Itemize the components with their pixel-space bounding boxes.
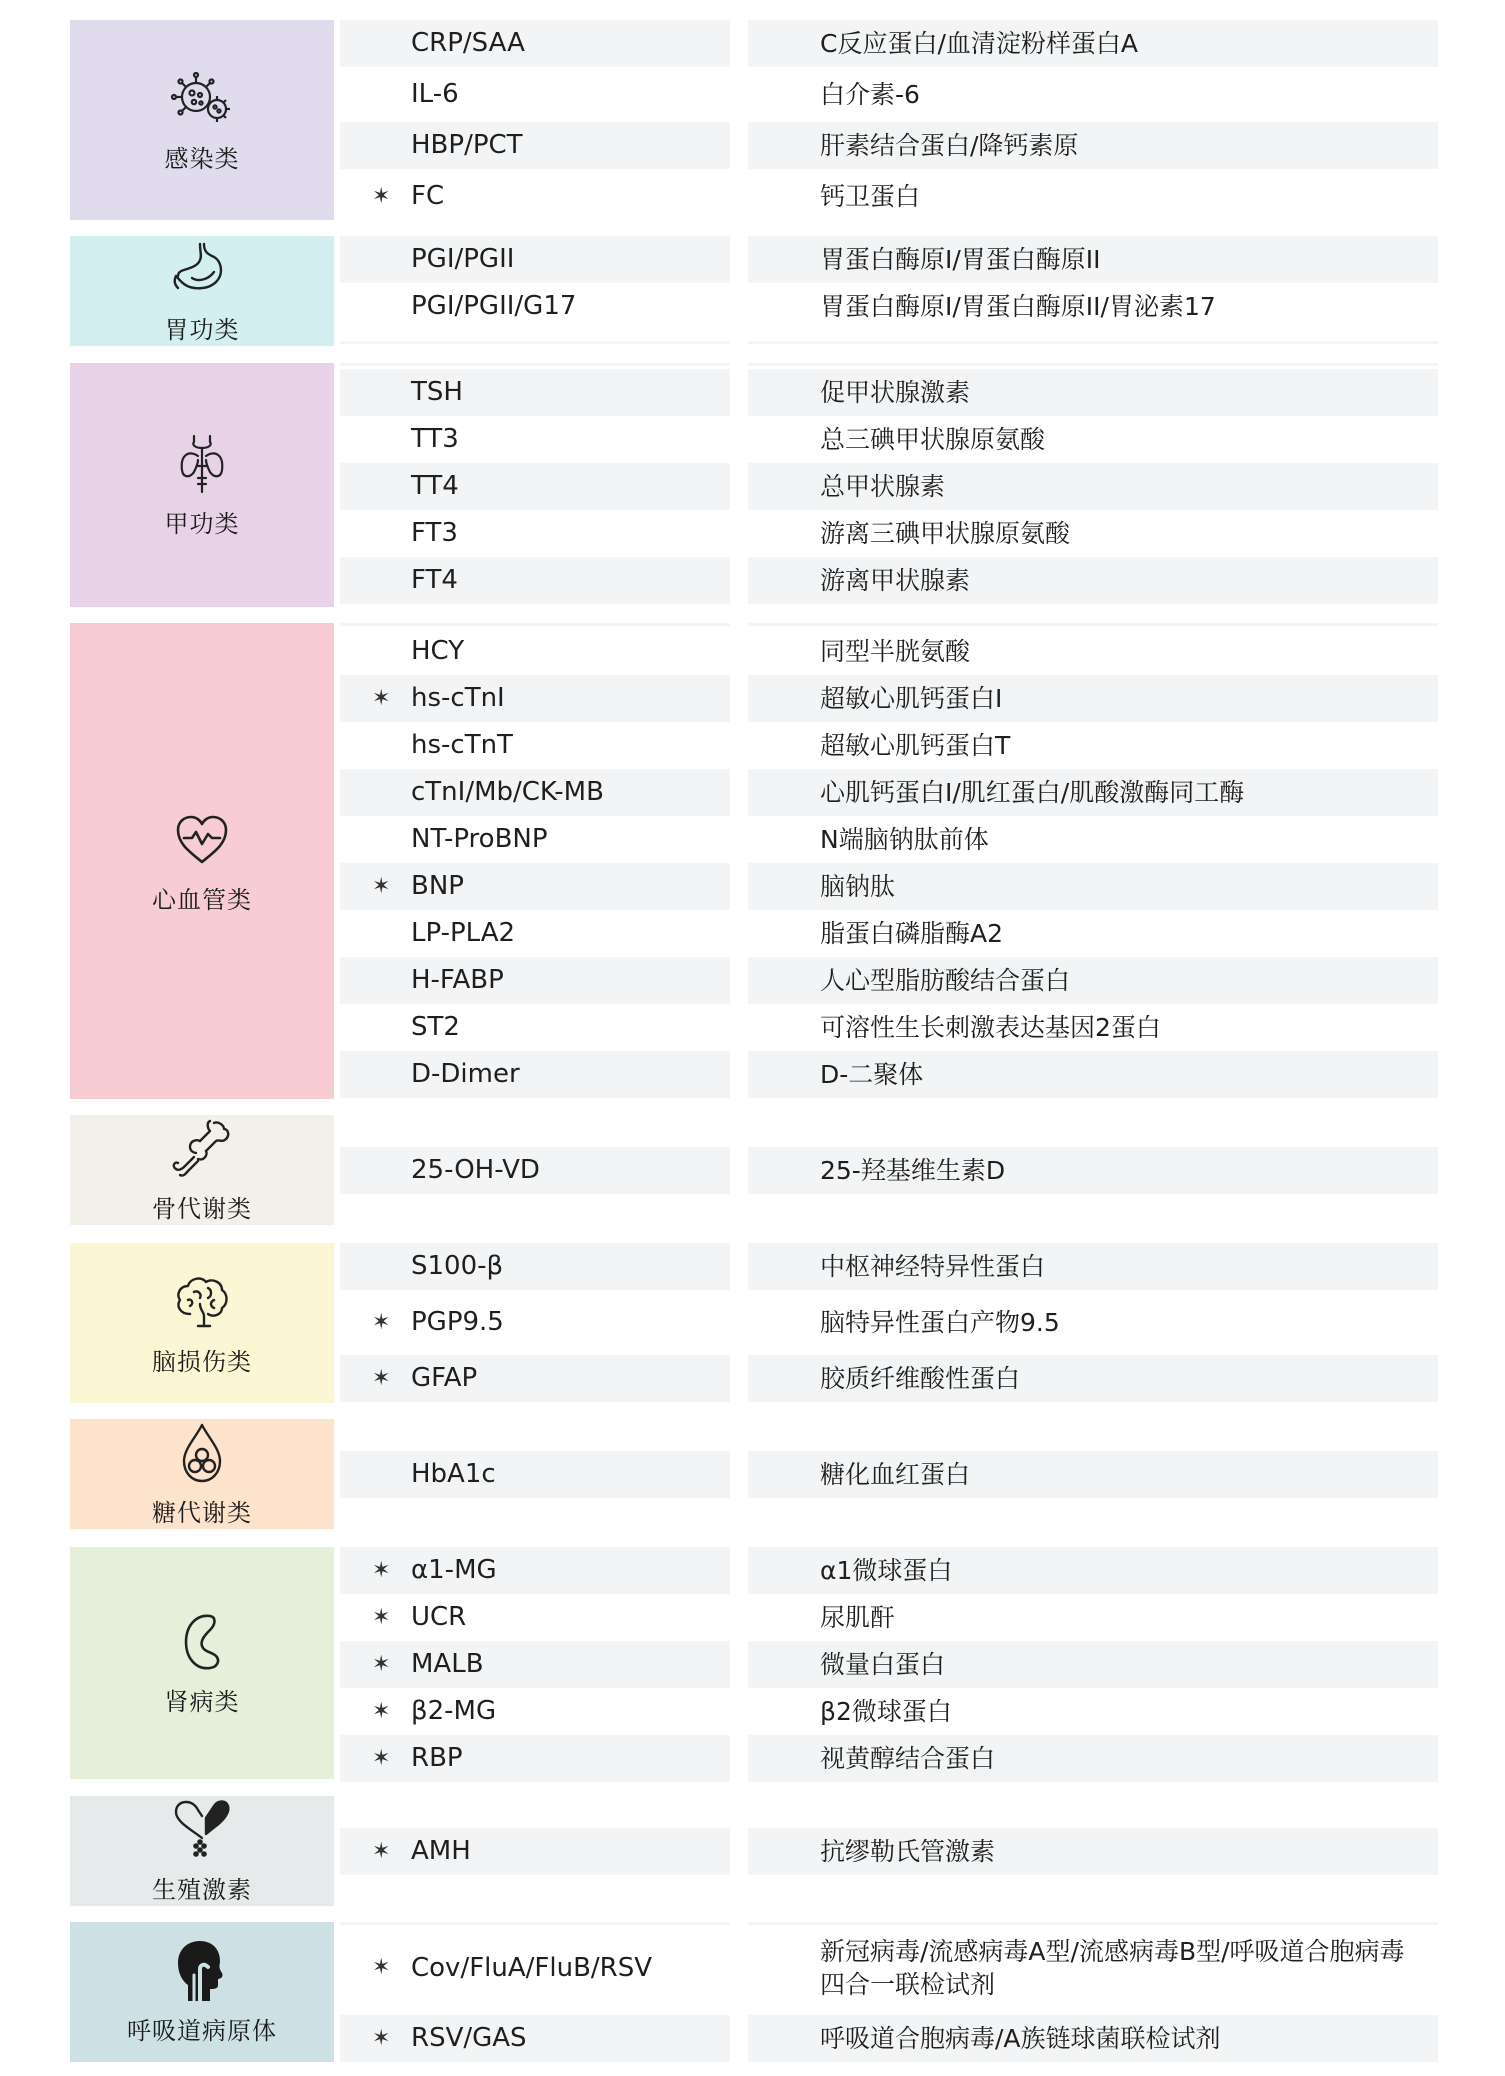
table-row: [0, 816, 1505, 863]
table-row: [0, 416, 1505, 463]
code-cell: [340, 1641, 730, 1688]
group-thyroid: [0, 363, 1505, 607]
test-code: CRP/SAA: [411, 28, 525, 58]
test-code: TSH: [411, 377, 463, 407]
test-name: N端脑钠肽前体: [820, 825, 989, 854]
code-cell: [340, 675, 730, 722]
star-marker: ✶: [372, 2026, 391, 2051]
row-divider: [748, 363, 1438, 366]
star-marker: ✶: [372, 1699, 391, 1724]
test-name: 钙卫蛋白: [820, 182, 921, 211]
test-name: 超敏心肌钙蛋白T: [820, 731, 1011, 760]
test-code: HCY: [411, 636, 465, 666]
table-row: [0, 722, 1505, 769]
test-name: 肝素结合蛋白/降钙素原: [820, 131, 1079, 160]
code-cell: [340, 1355, 730, 1402]
table-row: [0, 1930, 1505, 2006]
test-name: 糖化血红蛋白: [820, 1460, 971, 1489]
category-label: 呼吸道病原体: [127, 2016, 277, 2045]
row-divider: [340, 1922, 730, 1925]
table-row: [0, 1735, 1505, 1782]
table-row: [0, 1004, 1505, 1051]
table-row: [0, 1299, 1505, 1346]
test-code: TT3: [411, 424, 459, 454]
test-code: 25-OH-VD: [411, 1155, 540, 1185]
code-cell: [340, 463, 730, 510]
code-cell: [340, 1547, 730, 1594]
table-row: [0, 1051, 1505, 1098]
category-label: 甲功类: [164, 509, 240, 538]
row-divider: [340, 341, 730, 344]
test-name: 超敏心肌钙蛋白I: [820, 684, 1003, 713]
test-name: 脑特异性蛋白产物9.5: [820, 1308, 1060, 1337]
test-code: FT4: [411, 565, 458, 595]
table-row: [0, 1641, 1505, 1688]
test-name: 尿肌酐: [820, 1603, 896, 1632]
test-name: 总三碘甲状腺原氨酸: [820, 425, 1046, 454]
test-name: 中枢神经特异性蛋白: [820, 1252, 1046, 1281]
test-name: 视黄醇结合蛋白: [820, 1744, 996, 1773]
star-marker: ✶: [372, 1366, 391, 1391]
test-code: hs-cTnT: [411, 730, 513, 760]
test-code: H-FABP: [411, 965, 504, 995]
test-code: MALB: [411, 1649, 484, 1679]
group-infection: [0, 20, 1505, 220]
test-code: PGI/PGII/G17: [411, 291, 577, 321]
test-code: AMH: [411, 1836, 471, 1866]
test-name: α1微球蛋白: [820, 1556, 953, 1585]
test-name: 游离甲状腺素: [820, 566, 971, 595]
test-name: C反应蛋白/血清淀粉样蛋白A: [820, 29, 1138, 58]
test-code: RBP: [411, 1743, 463, 1773]
test-name: 游离三碘甲状腺原氨酸: [820, 519, 1071, 548]
test-code: ST2: [411, 1012, 460, 1042]
test-code: NT-ProBNP: [411, 824, 548, 854]
group-bone: [0, 1115, 1505, 1225]
star-marker: ✶: [372, 1955, 391, 1980]
table-row: [0, 910, 1505, 957]
test-code: FT3: [411, 518, 458, 548]
row-divider: [748, 1922, 1438, 1925]
row-divider: [748, 623, 1438, 626]
code-cell: [340, 557, 730, 604]
category-label: 心血管类: [152, 885, 252, 914]
test-name: D-二聚体: [820, 1060, 924, 1089]
star-marker: ✶: [372, 874, 391, 899]
table-row: [0, 1147, 1505, 1194]
row-divider: [748, 341, 1438, 344]
table-row: [0, 122, 1505, 169]
code-cell: [340, 122, 730, 169]
test-name: 白介素-6: [820, 80, 920, 109]
test-name: 新冠病毒/流感病毒A型/流感病毒B型/呼吸道合胞病毒四合一联检试剂: [820, 1937, 1405, 1999]
table-row: [0, 463, 1505, 510]
test-code: FC: [411, 181, 445, 211]
table-row: [0, 863, 1505, 910]
code-cell: [340, 863, 730, 910]
test-name: 总甲状腺素: [820, 472, 946, 501]
test-name: 微量白蛋白: [820, 1650, 946, 1679]
table-row: [0, 236, 1505, 283]
test-code: TT4: [411, 471, 459, 501]
category-label: 肾病类: [164, 1687, 240, 1716]
table-row: [0, 283, 1505, 330]
table-row: [0, 1355, 1505, 1402]
test-code: cTnI/Mb/CK-MB: [411, 777, 604, 807]
code-cell: [340, 369, 730, 416]
test-code: RSV/GAS: [411, 2023, 527, 2053]
test-code: GFAP: [411, 1363, 478, 1393]
category-label: 糖代谢类: [152, 1498, 252, 1527]
star-marker: ✶: [372, 184, 391, 209]
group-cardio: [0, 623, 1505, 1099]
test-code: UCR: [411, 1602, 467, 1632]
table-row: [0, 1828, 1505, 1875]
table-row: [0, 510, 1505, 557]
test-code: HbA1c: [411, 1459, 496, 1489]
test-code: S100-β: [411, 1251, 504, 1281]
test-code: β2-MG: [411, 1696, 497, 1726]
table-row: [0, 675, 1505, 722]
test-name: 同型半胱氨酸: [820, 637, 971, 666]
code-cell: [340, 1828, 730, 1875]
table-row: [0, 769, 1505, 816]
group-stomach: [0, 236, 1505, 346]
test-code: PGP9.5: [411, 1307, 504, 1337]
code-cell: [340, 2015, 730, 2062]
test-name: 呼吸道合胞病毒/A族链球菌联检试剂: [820, 2024, 1221, 2053]
test-code: D-Dimer: [411, 1059, 520, 1089]
table-row: [0, 2015, 1505, 2062]
star-marker: ✶: [372, 686, 391, 711]
test-name: 心肌钙蛋白I/肌红蛋白/肌酸激酶同工酶: [820, 778, 1245, 807]
test-name: 胃蛋白酶原I/胃蛋白酶原II/胃泌素17: [820, 292, 1216, 321]
star-marker: ✶: [372, 1746, 391, 1771]
test-code: LP-PLA2: [411, 918, 516, 948]
table-row: [0, 71, 1505, 118]
test-name: 脂蛋白磷脂酶A2: [820, 919, 1004, 948]
test-name: 胶质纤维酸性蛋白: [820, 1364, 1021, 1393]
test-name: 25-羟基维生素D: [820, 1156, 1006, 1185]
code-cell: [340, 1735, 730, 1782]
test-code: HBP/PCT: [411, 130, 523, 160]
table-row: [0, 1594, 1505, 1641]
row-divider: [340, 623, 730, 626]
code-cell: [340, 20, 730, 67]
category-label: 生殖激素: [152, 1875, 252, 1904]
row-divider: [340, 363, 730, 366]
category-label: 脑损伤类: [152, 1347, 252, 1376]
star-marker: ✶: [372, 1558, 391, 1583]
category-label: 胃功类: [164, 315, 240, 344]
code-cell: [340, 236, 730, 283]
test-name: 可溶性生长刺激表达基因2蛋白: [820, 1013, 1161, 1042]
group-reproductive: [0, 1796, 1505, 1906]
category-label: 骨代谢类: [152, 1194, 252, 1223]
table-row: [0, 628, 1505, 675]
code-cell: [340, 1051, 730, 1098]
table-row: [0, 1688, 1505, 1735]
table-row: [0, 957, 1505, 1004]
table-row: [0, 20, 1505, 67]
test-code: BNP: [411, 871, 464, 901]
test-name: 抗缪勒氏管激素: [820, 1837, 996, 1866]
test-name: 胃蛋白酶原I/胃蛋白酶原II: [820, 245, 1101, 274]
table-row: [0, 1451, 1505, 1498]
category-label: 感染类: [164, 144, 240, 173]
table-row: [0, 1243, 1505, 1290]
code-cell: [340, 1451, 730, 1498]
test-code: Cov/FluA/FluB/RSV: [411, 1953, 653, 1983]
test-code: PGI/PGII: [411, 244, 515, 274]
test-code: hs-cTnI: [411, 683, 505, 713]
star-marker: ✶: [372, 1839, 391, 1864]
star-marker: ✶: [372, 1652, 391, 1677]
group-glucose: [0, 1419, 1505, 1529]
group-kidney: [0, 1547, 1505, 1779]
test-name: 脑钠肽: [820, 872, 896, 901]
test-code: α1-MG: [411, 1555, 497, 1585]
table-row: [0, 557, 1505, 604]
test-name: β2微球蛋白: [820, 1697, 952, 1726]
star-marker: ✶: [372, 1605, 391, 1630]
table-row: [0, 1547, 1505, 1594]
table-row: [0, 369, 1505, 416]
group-respiratory: [0, 1922, 1505, 2062]
table-row: [0, 173, 1505, 220]
code-cell: [340, 1243, 730, 1290]
group-brain: [0, 1243, 1505, 1403]
test-name: 促甲状腺激素: [820, 378, 971, 407]
test-code: IL-6: [411, 79, 459, 109]
star-marker: ✶: [372, 1310, 391, 1335]
code-cell: [340, 957, 730, 1004]
test-name: 人心型脂肪酸结合蛋白: [820, 966, 1071, 995]
